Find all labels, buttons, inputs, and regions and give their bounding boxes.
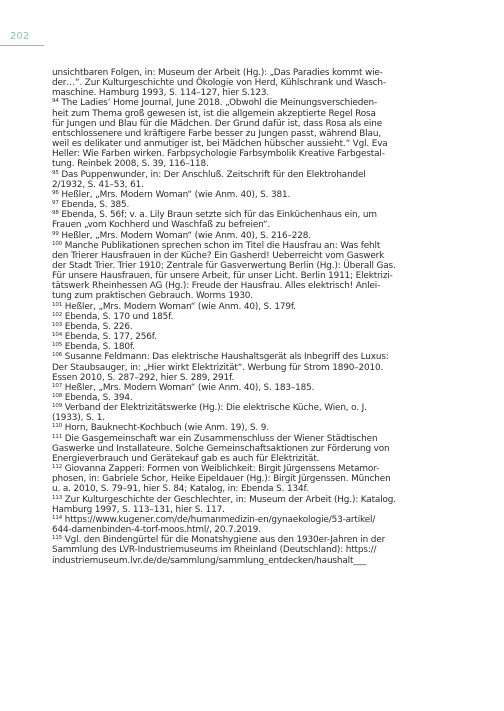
footnote-line	[52, 231, 454, 241]
footnote-text: The Ladies’ Home Journal, June 2018. „Obwohl die Meinungsverschieden-	[61, 98, 378, 109]
footnote-line	[52, 281, 454, 291]
footnote	[52, 515, 454, 535]
footnote-text: Vgl. den Bindengürtel für die Monatshygiene aus den 1930er-Jahren in der	[64, 535, 386, 546]
footnote-text: weil es delikater und anmutiger ist, bei Mädchen hübscher aussieht.“ Vgl. Eva	[52, 139, 388, 150]
footnote-line	[52, 271, 454, 281]
footnote-text: tätswerk Rheinhessen AG (Hg.): Freude der Hausfrau. Alles elektrisch! Anlei-	[52, 281, 381, 292]
footnote-line	[52, 515, 454, 525]
footnote-text: Die Gasgemeinschaft war ein Zusammenschluss der Wiener Städtischen	[64, 433, 378, 444]
footnote-number: 111	[52, 433, 63, 440]
footnote-text: den Trierer Hausfrauen in der Küche? Ein Gasherd! Ueberreicht vom Gaswerk	[52, 250, 385, 261]
footnote-line	[52, 525, 454, 535]
footnote-text: entschlossenere und kräftigere Farbe besser zu Jungen passt, während Blau,	[52, 128, 381, 139]
footnote	[52, 231, 454, 241]
footnote-text: Heßler, „Mrs. Modern Woman“ (wie Anm. 40), S. 183–185.	[64, 382, 315, 393]
footnote	[52, 393, 454, 403]
footnote-text: Horn, Bauknecht-Kochbuch (wie Anm. 19), S. 9.	[64, 423, 269, 434]
footnote-number: 99	[52, 230, 59, 237]
footnote-text: der…“. Zur Kulturgeschichte und Ökologie von Herd, Kühlschrank und Wasch-	[52, 78, 386, 89]
footnote-text: 2/1932, S. 41–53, 61.	[52, 179, 144, 190]
footnote	[52, 352, 454, 382]
footnote-line	[52, 139, 454, 149]
footnote-line	[52, 393, 454, 403]
footnotes	[52, 68, 454, 566]
footnote-number: 95	[52, 169, 59, 176]
footnote	[52, 535, 454, 565]
footnote-text: Verband der Elektrizitätswerke (Hg.): Die elektrische Küche, Wien, o. J.	[64, 403, 367, 414]
footnote-line	[52, 291, 454, 301]
footnote-line	[52, 170, 454, 180]
footnote-number: 113	[52, 494, 63, 501]
footnote-number: 110	[52, 423, 63, 430]
footnote-line	[52, 423, 454, 433]
footnote-text: Frauen „vom Kochherd und Waschfaß zu befreien“.	[52, 220, 271, 231]
footnote-text: maschine. Hamburg 1993, S. 114–127, hier S.123.	[52, 88, 270, 99]
footnote-line	[52, 210, 454, 220]
footnote	[52, 332, 454, 342]
footnote-text: Susanne Feldmann: Das elektrische Haushaltsgerät als Inbegriff des Luxus:	[64, 352, 389, 363]
footnote-text: Ebenda, S. 177, 256f.	[64, 332, 157, 343]
footnote-text: Sammlung des LVR-Industriemuseums im Rheinland (Deutschland): https://	[52, 545, 377, 556]
footnote-text: (1933), S. 1.	[52, 413, 105, 424]
footnote-text: heit zum Thema groß gewesen ist, ist die allgemein akzeptierte Regel Rosa	[52, 108, 376, 119]
footnote	[52, 434, 454, 464]
footnote-number: 108	[52, 393, 63, 399]
footnote-text: https://www.kugener.com/de/humanmedizin-en/gynaekologie/53-artikel/	[64, 514, 376, 525]
footnote-text: Heßler, „Mrs. Modern Woman“ (wie Anm. 40), S. 381.	[61, 189, 291, 200]
page-number: 202	[10, 31, 30, 42]
footnote-line	[52, 68, 454, 78]
footnote-text: Ebenda, S. 226.	[64, 321, 133, 332]
footnote-text: Ebenda, S. 180f.	[64, 342, 135, 353]
footnote-line	[52, 119, 454, 129]
footnote-line	[52, 444, 454, 454]
footnote-number: 96	[52, 189, 59, 196]
footnote	[52, 342, 454, 352]
footnote-text: Zur Kulturgeschichte der Geschlechter, in: Museum der Arbeit (Hg.): Katalog.	[64, 494, 396, 505]
footnote-line	[52, 454, 454, 464]
header-rule	[0, 45, 44, 46]
footnote-line	[52, 129, 454, 139]
footnote-text: tung. Reinbek 2008, S. 39, 116–118.	[52, 159, 209, 170]
footnote-line	[52, 535, 454, 545]
footnote-line	[52, 545, 454, 555]
footnote-line	[52, 302, 454, 312]
footnote	[52, 210, 454, 230]
footnote-line	[52, 109, 454, 119]
footnote	[52, 170, 454, 190]
footnote-line	[52, 220, 454, 230]
footnote-number: 100	[52, 240, 63, 247]
footnote-line	[52, 88, 454, 98]
footnote-text: Der Staubsauger, in: „Hier wirkt Elektrizität“. Werbung für Strom 1890–2010.	[52, 362, 384, 373]
footnote-text: Energieverbrauch und Gerätekauf gab es auch für Elektrizität.	[52, 453, 320, 464]
footnote-line	[52, 342, 454, 352]
footnote-number: 101	[52, 301, 63, 308]
footnote-line	[52, 403, 454, 413]
footnote-text: unsichtbaren Folgen, in: Museum der Arbeit (Hg.): „Das Paradies kommt wie-	[52, 68, 383, 78]
footnote-text: u. a. 2010, S. 79–91, hier S. 84; Katalog, in: Ebenda S. 134f.	[52, 484, 309, 495]
footnote-number: 105	[52, 342, 63, 349]
footnote-number: 107	[52, 382, 63, 389]
footnote	[52, 423, 454, 433]
footnote-text: Ebenda, S. 170 und 185f.	[64, 311, 174, 322]
footnote-text: industriemuseum.lvr.de/de/sammlung/sammlung_entdecken/haushalt___	[52, 555, 367, 566]
footnote	[52, 190, 454, 200]
footnote	[52, 312, 454, 322]
footnote-line	[52, 322, 454, 332]
footnote-line	[52, 98, 454, 108]
footnote-text: 644-damenbinden-4-torf-moos.html/, 20.7.2019.	[52, 525, 261, 536]
footnote-number: 97	[52, 200, 59, 207]
footnote-line	[52, 78, 454, 88]
footnote-number: 94	[52, 98, 59, 105]
footnote-text: Für unsere Hausfrauen, für unsere Arbeit, für unser Licht. Berlin 1911; Elektrizi-	[52, 271, 393, 282]
footnote-text: Manche Publikationen sprechen schon im Titel die Hausfrau an: Was fehlt	[64, 240, 381, 251]
footnote-text: der Stadt Trier. Trier 1910; Zentrale für Gasverwertung Berlin (Hg.): Überall Gas.	[52, 260, 396, 271]
footnote	[52, 200, 454, 210]
footnote-line	[52, 241, 454, 251]
footnote-text: Giovanna Zapperi: Formen von Weiblichkeit: Birgit Jürgenssens Metamor-	[64, 464, 380, 475]
footnote-text: tung zum praktischen Gebrauch. Worms 1930.	[52, 291, 253, 302]
footnote-line	[52, 149, 454, 159]
footnote-text: phosen, in: Gabriele Schor, Heike Eipeldauer (Hg.): Birgit Jürgenssen. München	[52, 474, 391, 485]
footnote-text: Essen 2010, S. 287–292, hier S. 289, 291f.	[52, 372, 235, 383]
footnote-text: Heßler, „Mrs. Modern Woman“ (wie Anm. 40), S. 216–228.	[61, 230, 311, 241]
footnote	[52, 68, 454, 98]
footnote	[52, 403, 454, 423]
footnote-line	[52, 352, 454, 362]
footnote-line	[52, 505, 454, 515]
footnote-number: 109	[52, 403, 63, 410]
footnote-number: 114	[52, 514, 63, 521]
footnote-number: 104	[52, 332, 63, 339]
footnote-line	[52, 312, 454, 322]
footnote-line	[52, 464, 454, 474]
footnote-text: Heller: Wie Farben wirken. Farbpsychologie Farbsymbolik Kreative Farbgestal-	[52, 149, 385, 160]
footnote-number: 115	[52, 535, 63, 542]
footnote	[52, 495, 454, 515]
footnote-text: Ebenda, S. 56f; v. a. Lily Braun setzte sich für das Einküchenhaus ein, um	[61, 210, 377, 221]
footnote-text: Das Puppenwunder, in: Der Anschluß. Zeitschrift für den Elektrohandel	[61, 169, 366, 180]
footnote-line	[52, 556, 454, 566]
footnote-line	[52, 495, 454, 505]
footnote-line	[52, 159, 454, 169]
footnote-text: Heßler, „Mrs. Modern Woman“ (wie Anm. 40), S. 179f.	[64, 301, 296, 312]
footnote-number: 98	[52, 210, 59, 217]
footnote-line	[52, 200, 454, 210]
footnote-line	[52, 413, 454, 423]
footnote-line	[52, 474, 454, 484]
footnote-number: 106	[52, 352, 63, 359]
footnote-line	[52, 484, 454, 494]
footnote-line	[52, 180, 454, 190]
footnote-line	[52, 434, 454, 444]
footnote-number: 112	[52, 464, 63, 471]
footnote	[52, 241, 454, 302]
footnote	[52, 383, 454, 393]
footnote	[52, 98, 454, 169]
footnote-text: Ebenda, S. 385.	[61, 200, 130, 211]
footnote	[52, 464, 454, 494]
footnote-number: 102	[52, 311, 63, 318]
footnote-text: Gaswerke und Installateure. Solche Gemeinschaftsaktionen zur Förderung von	[52, 443, 390, 454]
footnote-text: Ebenda, S. 394.	[64, 393, 133, 403]
footnote-line	[52, 383, 454, 393]
footnote	[52, 322, 454, 332]
footnote-line	[52, 363, 454, 373]
footnote-line	[52, 332, 454, 342]
footnote	[52, 302, 454, 312]
footnote-line	[52, 251, 454, 261]
footnote-number: 103	[52, 321, 63, 328]
footnote-text: Hamburg 1997, S. 113–131, hier S. 117.	[52, 504, 225, 515]
footnote-line	[52, 261, 454, 271]
footnote-line	[52, 190, 454, 200]
footnote-line	[52, 373, 454, 383]
footnote-text: für Jungen und Blau für die Mädchen. Der Grund dafür ist, dass Rosa als eine	[52, 118, 383, 129]
